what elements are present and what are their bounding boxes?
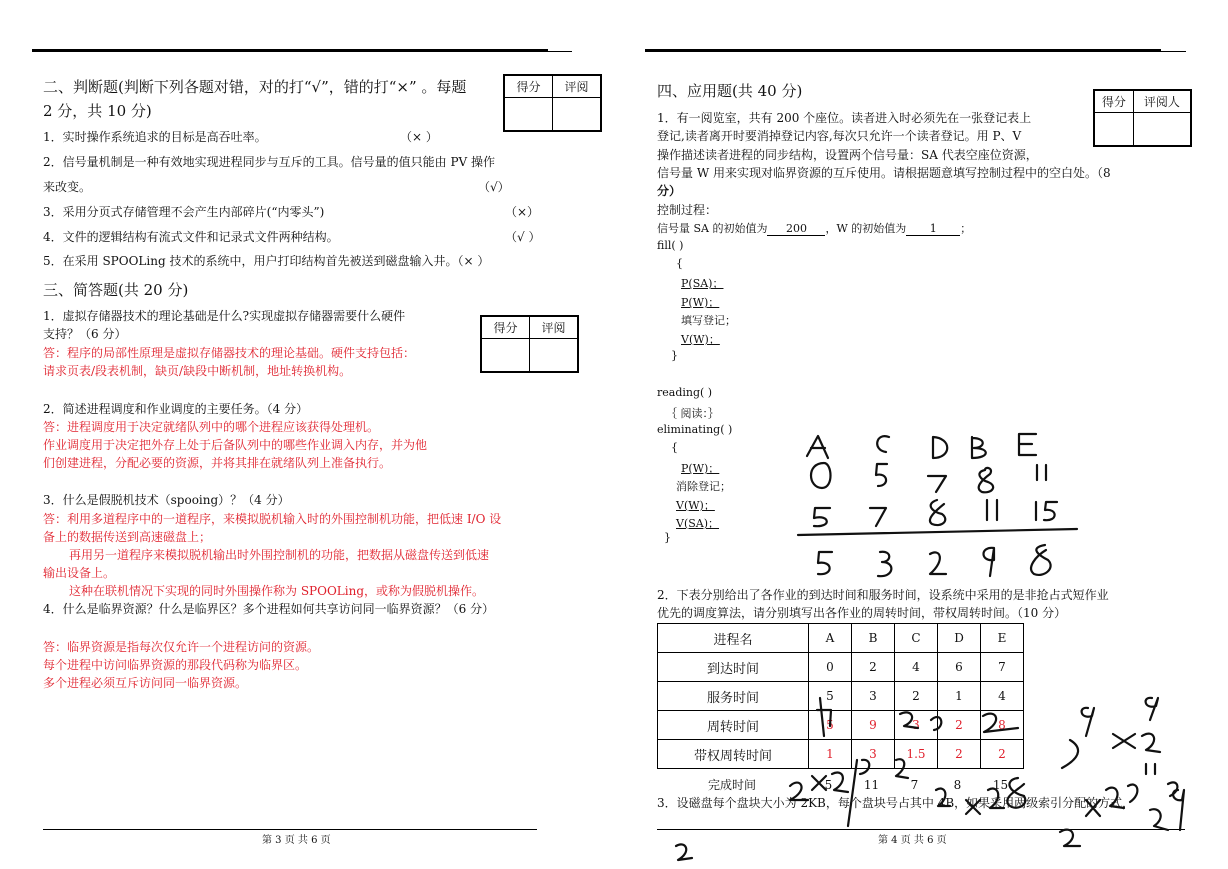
q2-answer-cont: 作业调度用于决定把外存上处于后备队列中的哪些作业调入内存，并为他 (43, 438, 428, 452)
review-label: 评阅 (553, 76, 601, 98)
header-cell: E (981, 624, 1024, 653)
sa-initial-value: 200 (767, 222, 825, 236)
score-label: 得分 (1095, 91, 1134, 113)
fill-close-brace: } (671, 349, 678, 362)
section4-title: 四、应用题(共 40 分) (657, 82, 803, 100)
bottom-rule-right (657, 829, 1185, 830)
score-label: 得分 (505, 76, 553, 98)
elim-stmt-4-text: V(SA)； (676, 517, 720, 530)
score-label: 得分 (482, 317, 530, 339)
completion-cell: 11 (863, 778, 880, 792)
top-rule-left-thin (548, 51, 572, 52)
q3-question: 3．什么是假脱机技术（spooing）？（4 分） (43, 493, 290, 507)
q4-answer: 答：临界资源是指每次仅允许一个进程访问的资源。 (43, 640, 320, 654)
completion-cell: 7 (910, 778, 919, 792)
init-text-b: ，W 的初始值为 (825, 222, 907, 235)
judge-mark-3: （×） (505, 205, 540, 219)
fill-stmt-1 (681, 275, 723, 291)
table-cell: 2 (895, 682, 938, 711)
fill-open-brace: { (676, 257, 683, 270)
table-cell: 8 (981, 711, 1024, 740)
header-cell: C (895, 624, 938, 653)
table-cell: 2 (938, 711, 981, 740)
elim-open-brace: { (671, 441, 678, 454)
judge-mark-4: （√ ） (505, 230, 541, 244)
header-cell: D (938, 624, 981, 653)
header-cell: B (852, 624, 895, 653)
elim-stmt-4 (676, 515, 719, 531)
q3-answer-cont4: 这种在联机情况下实现的同时外围操作称为 SPOOLing，或称为假脱机操作。 (69, 584, 485, 598)
elim-stmt-1 (681, 460, 719, 476)
judge-item-2-cont: 来改变。 (43, 180, 92, 194)
table-row (658, 682, 1024, 711)
table-cell: 9 (852, 711, 895, 740)
fill-stmt-1-text: P(SA)； (681, 277, 724, 290)
section2-title-line2: 2 分，共 10 分) (43, 102, 152, 120)
table-cell: 4 (895, 653, 938, 682)
q2-answer: 答：进程调度用于决定就绪队列中的哪个进程应该获得处理机。 (43, 420, 380, 434)
header-cell: A (809, 624, 852, 653)
table-row (658, 711, 1024, 740)
init-text-c: ； (960, 222, 972, 235)
table-cell: 6 (938, 653, 981, 682)
table-cell: 1 (809, 740, 852, 769)
q1-question: 1．虚拟存储器技术的理论基础是什么?实现虚拟存储器需要什么硬件 (43, 309, 406, 323)
table-cell: 1.5 (895, 740, 938, 769)
top-rule-right-thin (1161, 51, 1186, 52)
elim-stmt-3-text: V(W)； (676, 499, 715, 512)
q4-answer-cont2: 多个进程必须互斥访问同一临界资源。 (43, 676, 248, 690)
q1-question-cont: 支持？（6 分） (43, 327, 127, 341)
page-footer-right: 第 4 页 共 6 页 (878, 835, 947, 846)
q3-answer: 答：利用多道程序中的一道程序，来模拟脱机输入时的外围控制机功能，把低速 I/O 设 (43, 512, 502, 526)
completion-row (657, 776, 1022, 793)
section3-title: 三、简答题(共 20 分) (43, 281, 189, 299)
eliminating-func: eliminating( ) (657, 423, 733, 436)
app-q1-para-4: 信号量 W 用来实现对临界资源的互斥使用。请根据题意填写控制过程中的空白处。（8 (657, 166, 1111, 180)
table-cell: 3 (852, 740, 895, 769)
completion-cell: 8 (953, 778, 962, 792)
judge-mark-2: （√） (478, 180, 510, 194)
row-label: 服务时间 (658, 682, 809, 711)
table-cell: 5 (809, 711, 852, 740)
semaphore-init-line (657, 220, 971, 236)
table-cell: 3 (895, 711, 938, 740)
reviewer-label: 评阅人 (1133, 91, 1190, 113)
reading-body: ｛ 阅读：｝ (666, 407, 719, 420)
judge-item-4: 4．文件的逻辑结构有流式文件和记录式文件两种结构。 (43, 230, 339, 244)
q2-question: 2．简述进程调度和作业调度的主要任务。（4 分） (43, 402, 309, 416)
app-q1-para-2: 登记,读者离开时要消掉登记内容,每次只允许一个读者登记。用 P、V (657, 129, 1022, 143)
table-cell: 7 (981, 653, 1024, 682)
table-cell: 2 (938, 740, 981, 769)
table-cell: 3 (852, 682, 895, 711)
top-rule-left (32, 49, 548, 52)
completion-cell: 15 (992, 778, 1009, 792)
review-label: 评阅 (530, 317, 578, 339)
q3-answer-cont2: 再用另一道程序来模拟脱机输出时外围控制机的功能，把数据从磁盘传送到低速 (69, 548, 490, 562)
q4-question: 4．什么是临界资源？什么是临界区？多个进程如何共享访问同一临界资源？（6 分） (43, 602, 495, 616)
q3-answer-cont: 备上的数据传送到高速磁盘上； (43, 530, 212, 544)
scheduling-table (657, 623, 1024, 769)
app-q1-para-3: 操作描述读者进程的同步结构，设置两个信号量：SA 代表空座位资源， (657, 148, 1038, 162)
completion-cell: 5 (824, 778, 833, 792)
bottom-rule-left (43, 829, 537, 830)
table-cell: 5 (809, 682, 852, 711)
app-q2-line-2: 优先的调度算法，请分别填写出各作业的周转时间，带权周转时间。（10 分） (657, 606, 1067, 620)
row-label: 带权周转时间 (658, 740, 809, 769)
q4-answer-cont: 每个进程中访问临界资源的那段代码称为临界区。 (43, 658, 308, 672)
elim-stmt-2: 消除登记； (676, 480, 731, 493)
q1-answer: 答：程序的局部性原理是虚拟存储器技术的理论基础。硬件支持包括： (43, 346, 416, 360)
q1-answer-cont: 请求页表/段表机制，缺页/缺段中断机制，地址转换机构。 (43, 364, 352, 378)
table-cell: 4 (981, 682, 1024, 711)
q3-answer-cont3: 输出设备上。 (43, 566, 116, 580)
q2-answer-cont2: 们创建进程，分配必要的资源，并将其排在就绪队列上准备执行。 (43, 456, 392, 470)
fill-stmt-4 (681, 331, 720, 347)
elim-stmt-3 (676, 497, 715, 513)
table-cell: 2 (981, 740, 1024, 769)
score-box-section2 (503, 74, 602, 132)
top-rule-right (645, 49, 1161, 52)
row-label: 周转时间 (658, 711, 809, 740)
table-header-row (658, 624, 1024, 653)
fill-func: fill( ) (657, 239, 684, 252)
fill-stmt-4-text: V(W)； (681, 333, 720, 346)
table-cell: 1 (938, 682, 981, 711)
init-text-a: 信号量 SA 的初始值为 (657, 222, 768, 235)
control-process-label: 控制过程： (657, 203, 718, 217)
section2-title-line1: 二、判断题(判断下列各题对错，对的打“√”，错的打“×” 。每题 (43, 78, 467, 96)
fill-stmt-3: 填写登记； (681, 314, 736, 327)
judge-mark-1: （× ） (400, 130, 438, 144)
reading-func: reading( ) (657, 386, 713, 399)
w-initial-value: 1 (906, 222, 960, 236)
table-row (658, 653, 1024, 682)
app-q2-line-1: 2．下表分别给出了各作业的到达时间和服务时间，设系统中采用的是非抢占式短作业 (657, 588, 1109, 602)
judge-item-2: 2．信号量机制是一种有效地实现进程同步与互斥的工具。信号量的值只能由 PV 操作 (43, 155, 496, 169)
completion-label: 完成时间 (707, 778, 756, 792)
judge-item-3: 3．采用分页式存储管理不会产生内部碎片(“内零头”) (43, 205, 325, 219)
app-q1-para-1: 1．有一阅览室，共有 200 个座位。读者进入时必须先在一张登记表上 (657, 111, 1032, 125)
judge-item-5: 5．在采用 SPOOLing 技术的系统中，用户打印结构首先被送到磁盘输入井。（× ） (43, 254, 490, 268)
judge-item-1: 1．实时操作系统追求的目标是高吞吐率。 (43, 130, 267, 144)
score-box-section3 (480, 315, 579, 373)
page-footer-left: 第 3 页 共 6 页 (262, 835, 331, 846)
row-label: 到达时间 (658, 653, 809, 682)
elim-close-brace: } (664, 531, 671, 544)
table-row (658, 740, 1024, 769)
app-q3-line-1: 3．设磁盘每个盘块大小为 2KB，每个盘块号占其中 4B，如果采用两级索引分配的方式， (657, 796, 1135, 810)
score-box-section4 (1093, 89, 1192, 147)
fill-stmt-2 (681, 294, 719, 310)
header-cell: 进程名 (658, 624, 809, 653)
fill-stmt-2-text: P(W)； (681, 296, 720, 309)
elim-stmt-1-text: P(W)； (681, 462, 720, 475)
table-cell: 2 (852, 653, 895, 682)
app-q1-para-5: 分） (657, 184, 682, 198)
table-cell: 0 (809, 653, 852, 682)
